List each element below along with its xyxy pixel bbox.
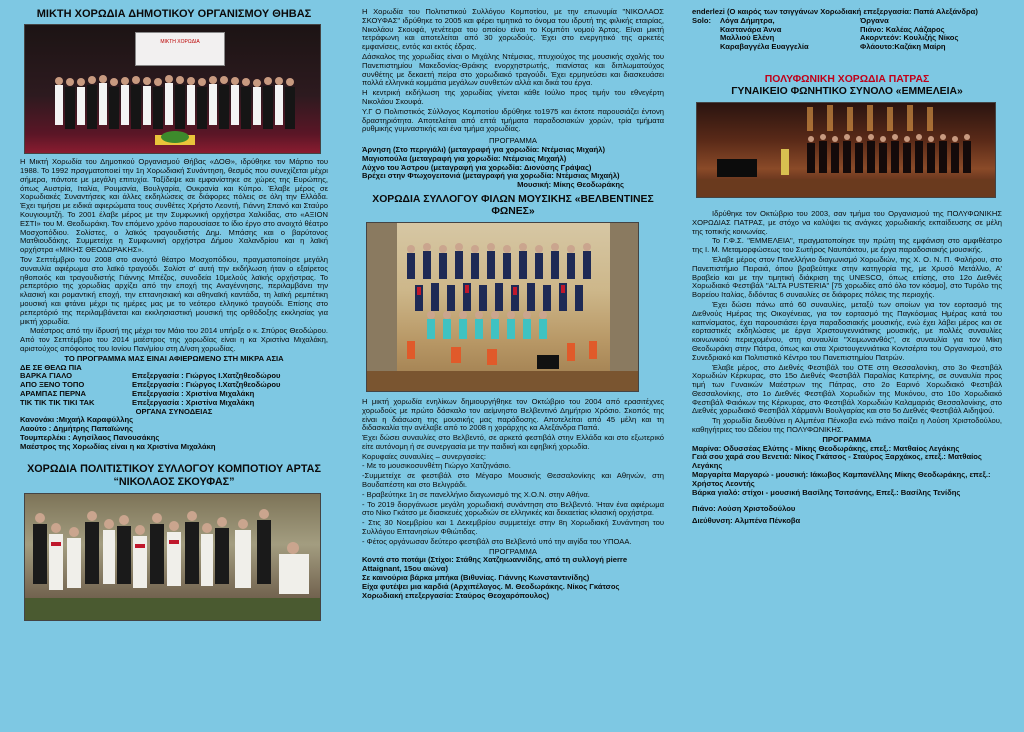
paragraph: Ιδρύθηκε τον Οκτώβριο του 2003, σαν τμήμα του Οργανισμού της ΠΟΛΥΦΩΝΙΚΗΣ ΧΟΡΩΔΙΑΣ ΠΑΤΡΑΣ, με στόχο να καλύψει τις ανάγκες χορωδιακής εκπαίδευσης σε μέλη της τοπικής κοινωνίας. <box>692 208 1002 236</box>
program-title: ΠΡΟΓΡΑΜΜΑ <box>489 136 537 146</box>
program-title: ΤΟ ΠΡΟΓΡΑΜΜΑ ΜΑΣ ΕΙΝΑΙ ΑΦΙΕΡΩΜΕΝΟ ΣΤΗ ΜΙΚΡΑ ΑΣΙΑ <box>64 353 284 363</box>
paragraph: -Συμμετείχε σε φεστιβάλ στο Μέγαρο Μουσικής Θεσσαλονίκης και Αθηνών, στη Βουδαπέστη και στο Βελιγράδι. <box>362 471 664 490</box>
heading-kompoti-line1: ΧΟΡΩΔΙΑ ΠΟΛΙΤΙΣΤΙΚΟΥ ΣΥΛΛΟΓΟΥ ΚΟΜΠΟΤΙΟΥ ΑΡΤΑΣ <box>27 463 321 476</box>
emmeleia-text <box>692 210 1002 435</box>
velvento-continued <box>692 8 1002 52</box>
photo-velvento-choir <box>366 222 639 392</box>
soloist: Λόγα Δήμητρα, <box>720 15 775 25</box>
song-title: ΑΠΟ ΞΕΝΟ ΤΟΠΟ <box>20 380 85 390</box>
paragraph: Τον Σεπτέμβριο του 2008 στο ανοιχτό θέατρο Μοσχοπόδιου, πραγματοποίησε μεγάλη συναυλία αφιέρωμα στο λαϊκό τραγούδι. Σολίστ σ' αυτή την εκδήλωση ήταν ο εξαίρετος ηθοποιός και τραγουδιστής Γιάννης Μπέζος, συνοδεία 10μελούς λαϊκής ορχήστρας. Το ρεπερτόριο της χορωδίας αρχίζει από την εποχή της Αναγέννησης, περιλαμβάνει την κλασική και ρομαντική εποχή, την επτανησιακή και αθηναϊκή καντάδα, τη λαϊκή ρεμπέτικη μουσική και φτάνει μέχρι τις ημέρες μας με το νεότερο ελληνικό τραγούδι. Επίσης στο ρεπερτόριό της περιλαμβάνεται και εκκλησιαστική μουσική της ορθόδοξης εκκλησίας για μικτή χορωδία. <box>20 254 328 326</box>
program-item: Μαργαρίτα Μαργαρώ - μουσική: Ιάκωβος Καμπανέλλης Μίκης Θεοδωράκης, επεξ.: Χρήστος Λεοντής <box>692 470 991 488</box>
soloist: Καραβαγγέλα Ευαγγελία <box>720 42 809 52</box>
song-title: ΒΑΡΚΑ ΓΙΑΛΟ <box>20 371 73 381</box>
kompoti-text <box>362 8 664 134</box>
paragraph: Υ.Γ Ο Πολιτιστικός Σύλλογος Κομποτίου ιδρύθηκε το1975 και έκτοτε παρουσιάζει έντονη δραστηριότητα. Αποτελείται από επτά τμήματα παραδοσιακών χορών, τρία τμήματα ρυθμικής γυμναστικής και ένα τμήμα χορωδίας. <box>362 106 664 134</box>
program-subtitle: ΔΕ ΣΕ ΘΕΛΩ ΠΙΑ <box>20 362 82 372</box>
paragraph: Έλαβε μέρος, στο Διεθνές Φεστιβάλ του ΟΤΕ στη Θεσσαλονίκη, στο 3ο Φεστιβάλ Χορωδιών Κέρκυρας, στο 15ο Διεθνές Φεστιβάλ Παραλίας Κατερίνης, σε συναυλία προς τιμή των Γυναικών Μαέστρων της Πάτρας, στο 2ο Εαρινό Χορωδιακό Φεστιβάλ Θεσσαλονίκης, στο 1ο Διεθνές Φεστιβάλ Χορωδιών της Μυκόνου, στο 10ο Χορωδιακό Φεστιβάλ Φαιάκων της Κέρκυρας, στο Φεστιβάλ Χορωδιών Καλαμαριάς Θεσσαλονίκης, στο Διεθνές χορωδιακό Φεστιβάλ Χάρμανλι Βουλγαρίας και στο 5ο Διεθνές Φεστιβάλ Αιδηψού. <box>692 362 1002 416</box>
program-item: Βάρκα γιαλό: στίχοι - μουσική Βασίλης Τσιτσάνης, Επεξ.: Βασίλης Τενίδης <box>692 487 961 497</box>
accomp-title: ΟΡΓΑΝΑ ΣΥΝΟΔΕΙΑΣ <box>135 406 213 416</box>
song-table <box>20 372 286 407</box>
program-item: Μαγιοπούλα (μεταγραφή για χορωδία: Ντέμσιας Μιχαήλ) <box>362 153 567 163</box>
program-item: Βρέχει στην Φτωχογειτονιά (μεταγραφή για χορωδία: Ντέμσιας Μιχαήλ) <box>362 171 620 181</box>
program-item: Σε καινούρια βάρκα μπήκα (Βιθυνίας. Γιάννης Κωνσταντινίδης) <box>362 573 590 583</box>
instrument: Ακορντεόν: Κουλιζής Νίκος <box>860 33 959 43</box>
heading-patras-line1: ΠΟΛΥΦΩΝΙΚΗ ΧΟΡΩΔΙΑ ΠΑΤΡΑΣ <box>764 73 930 85</box>
song-title: ΤΙΚ ΤΙΚ ΤΙΚ ΤΙΚΙ ΤΑΚ <box>20 397 95 407</box>
program-item: Λύχνο του Άστρου (μεταγραφή για χορωδία: Διονύσης Γράψας) <box>362 162 592 172</box>
paragraph: Έχει δώσει συναυλίες στο Βελβεντό, σε αρκετά φεστιβάλ στην Ελλάδα και στο εξωτερικό είτε αυτόνομη ή σε συνεργασία με την παιδική και εφηβική χορωδία. <box>362 433 664 451</box>
paragraph: Το Γ.Φ.Σ. "ΕΜΜΕΛΕΙΑ", πραγματοποίησε την πρώτη της εμφάνιση στο αμφιθέατρο της Ι. Μ. Μεταμορφώσεως του Σωτήρος Ναυπάκτου, με έργα παραδοσιακής μουσικής. <box>692 236 1002 255</box>
song-arranger: Επεξεργασία : Γιώργος Ι.Χατζηθεοδώρου <box>132 371 281 381</box>
paragraph: Έλαβε μέρος στον Πανελλήνιο διαγωνισμό Χορωδιών, της Χ. Ο. Ν. Π. Φαλήρου, στο Πανεπιστήμιο Πειραιά, όπου βραβεύτηκε στην κατηγορία της, με Χρυσό Μετάλλιο, Α' Βραβείο και με την τιμητική διάκριση της UNESCO, όπως επίσης, στο 12ο Διεθνές Χορωδιακό Φεστιβάλ "ALTA PUSTERIA" [75 χορωδίες από όλο τον κόσμο], στο Τυρόλο της Βορείου Ιταλίας, διδόντας 6 συναυλίες σε διάφορες πόλεις της περιοχής. <box>692 254 1002 300</box>
thebes-text <box>20 158 328 354</box>
banner-text: ΜΙΚΤΗ ΧΟΡΩΔΙΑ <box>160 39 200 46</box>
program-item: Γειά σου χαρά σου Βενετιά: Νίκος Γκάτσος - Σταύρος Ξαρχάκος, επεξ.: Ματθαίος Λεγάκης <box>692 452 982 471</box>
paragraph: Κορυφαίες συναυλίες – συνεργασίες: <box>362 451 487 461</box>
program-item: Άρνηση (Στο περιγιάλι) (μεταγραφή για χορωδία: Ντέμσιας Μιχαήλ) <box>362 144 606 154</box>
program-composer: Μουσική: Μίκης Θεοδωράκης <box>517 180 624 190</box>
column-thebes <box>20 8 328 724</box>
paragraph: - Στις 30 Νοεμβρίου και 1 Δεκεμβρίου συμμετείχε στην 8η Χορωδιακή Συνάντηση του Συλλόγου Επτανησίων Φθιώτιδας. <box>362 518 664 537</box>
accomp-item: Μαέστρος της Χορωδίας είναι η κα Χριστίνα Μιχαλάκη <box>20 441 216 451</box>
solo-table <box>692 17 964 52</box>
song-arranger: Επεξεργασία : Χριστίνα Μιχαλάκη <box>132 397 255 407</box>
choir-figures <box>25 494 321 621</box>
paragraph: Η Χορωδία του Πολιτιστικού Συλλόγου Κομποτίου, με την επωνυμία "ΝΙΚΟΛΑΟΣ ΣΚΟΥΦΑΣ" ιδρύθηκε το 2005 και φέρει τιμητικά το όνομα του ιδρυτή της φιλικής εταιρίας, Νικολάου Σκουφά, γενέτειρα του οποίου είναι το Κομπότι νομού Άρτας. Είναι μικτή τετράφωνη και αποτελείται από 30 χορωδούς. Έχει στο ενεργητικό της αρκετές εμφανίσεις, εντός και εκτός έδρας. <box>362 8 664 52</box>
program-item: Χορωδιακή επεξεργασία: Σταύρος Θεοχαρόπουλος) <box>362 590 550 600</box>
song-arranger: Επεξεργασία : Χριστίνα Μιχαλάκη <box>132 388 255 398</box>
choir-figures <box>367 223 639 392</box>
paragraph: - Το 2019 διοργάνωσε μεγάλη χορωδιακή συνάντηση στο Βελβεντό. Ήταν ένα αφιέρωμα στο Νίκο Γκάτσο με διασκευές χορωδιών σε ελληνικές και δεκαετίας κλασική ορχήστρα. <box>362 499 664 518</box>
accomp-item: Λαούτο : Δημήτρης Παπαϊώνης <box>20 424 133 434</box>
conductor: Διεύθυνση: Αλμπένα Πένκοβα <box>692 516 801 526</box>
heading-velvento: ΧΟΡΩΔΙΑ ΣΥΛΛΟΓΟΥ ΦΙΛΩΝ ΜΟΥΣΙΚΗΣ «ΒΕΛΒΕΝΤΙΝΕΣ ΦΩΝΕΣ» <box>372 193 654 218</box>
song-title: ΑΡΑΜΠΑΣ ΠΕΡΝΑ <box>20 388 87 398</box>
instrument: Όργανα <box>860 15 889 25</box>
instrument: Πιάνο: Καλέας Λάζαρος <box>860 24 945 34</box>
instrument: Φλάουτο:Καζάκη Μαίρη <box>860 42 946 52</box>
heading-patras-line2: ΓΥΝΑΙΚΕΙΟ ΦΩΝΗΤΙΚΟ ΣΥΝΟΛΟ «ΕΜΜΕΛΕΙΑ» <box>731 86 963 98</box>
photo-kompoti-choir <box>24 493 321 621</box>
program-title: ΠΡΟΓΡΑΜΜΑ <box>822 434 872 444</box>
paragraph: - Φέτος οργάνωσαν δεύτερο φεστιβάλ στο Βελβεντό υπό την αιγίδα του ΥΠΟΑΑ. <box>362 536 632 546</box>
program-item: Κοντά στο ποτάμι (Στίχοι: Στάθης Χατζηιωαννίδης, από τη συλλογή pierre Attaignant, 15ου αιώνα) <box>362 555 628 574</box>
paragraph: Η Μικτή Χορωδία του Δημοτικού Οργανισμού Θήβας «ΔΟΘ», ιδρύθηκε τον Μάρτιο του 1988. Το 1992 πραγματοποιεί την 1η Χορωδιακή Συνάντηση, θεσμός που συνεχίζεται μέχρι σήμερα, πάντοτε με μεγάλη επιτυχία. Ταξίδεψε και εμφανίστηκε σε χώρες της Ευρώπης, όπως Αυστρία, Ιταλία, Ρουμανία, Βουλγαρία, Ουκρανία και Κύπρο. Έλαβε μέρος σε Χορωδιακές Συναντήσεις και άλλες εκδηλώσεις σε διάφορες πόλεις σε όλη την Ελλάδα. Έχει τιμήσει με ειδικά αφιερώματα τους συνθέτες Χρήστο Λεοντή, Γιάννη Σπανό και Σταύρο Κουγιουμτζή. Το 2001 έλαβε μέρος με την Συμφωνική ορχήστρα Χαλκίδας, στο «ΑΞΙΟΝ ΕΣΤΙ» του Μ. Θεοδωράκη. Τον επόμενο χρόνο παρουσίασε το ίδιο έργο στο ανοιχτό θέατρο Μοσχοπόδιου. Σολίστες, ο λαϊκός τραγουδιστής Δημ. Μπάσης και ο βαρύτονος Ματθιουδάκης. Συμμετείχε η Συμφωνική ορχήστρα Δήμου Χαλανδρίου και η λαϊκή ορχήστρα «ΜΙΚΗΣ ΘΕΟΔΩΡΑΚΗΣ». <box>20 157 328 255</box>
song-arranger: Επεξεργασία : Γιώργος Ι.Χατζηθεοδώρου <box>132 380 281 390</box>
program-thebes <box>20 355 328 452</box>
program-item: Μαρίνα: Οδυσσέας Ελύτης - Μίκης Θεοδωράκης, επεξ.: Ματθαίος Λεγάκης <box>692 443 960 453</box>
paragraph: Μαέστρος από την ίδρυσή της μέχρι τον Μάιο του 2014 υπήρξε ο κ. Σπύρος Θεοδώρου. Από τον Σεπτέμβριο του 2014 μαέστρος της χορωδίας είναι η κα Χριστίνα Μιχαλάκη, αριστούχος απόφοιτος του Ιονίου Παν/μίου στη Δ/νση χορωδίας. <box>20 326 328 353</box>
column-kompoti-velvento <box>362 8 664 724</box>
program-item: Είχα φυτέψει μια καρδιά (Αρχιπέλαγος. Μ. Θεοδωράκης. Νίκος Γκάτσος <box>362 581 620 591</box>
program-emmeleia <box>692 445 1002 526</box>
paragraph: Η κεντρική εκδήλωση της χορωδίας γίνεται κάθε Ιούλιο προς τιμήν του εθνεγέρτη Νικολάου Σκουφά. <box>362 88 664 106</box>
photo-thebes-choir <box>24 24 321 154</box>
soloist: Μαλλιού Ελένη <box>720 33 775 43</box>
paragraph: Η μικτή χορωδία ενηλίκων δημιουργήθηκε τον Οκτώβριο του 2004 από ερασιτέχνες χορωδούς με πρώτο δάσκαλο τον αείμνηστο Βελβεντινό Δημήτριο Χρόσιο. Σκοπός της είναι η διάσωση της μουσικής μας παράδοσης. Αποτελείται από 45 μέλη και τη διδασκαλία την ανέλαβε από το 2008 η χοράρχης κα Αλεξάνδρα Παπά. <box>362 396 664 433</box>
velvento-text <box>362 398 664 547</box>
program-title: ΠΡΟΓΡΑΜΜΑ <box>489 546 537 556</box>
heading-thebes-choir: ΜΙΚΤΗ ΧΟΡΩΔΙΑ ΔΗΜΟΤΙΚΟΥ ΟΡΓΑΝΙΣΜΟΥ ΘΗΒΑΣ <box>36 8 312 20</box>
solo-label: Solo: <box>692 15 711 25</box>
program-kompoti <box>362 146 664 190</box>
accomp-item: Τουμπερλέκι : Αγησίλαος Πανουσάκης <box>20 432 160 442</box>
paragraph: - Με το μουσικοσυνθέτη Γιώργο Χατζηνάσιο. <box>362 461 511 471</box>
paragraph: Δάσκαλος της χορωδίας είναι ο Μιχάλης Ντέμσιας, πτυχιούχος της μουσικής σχολής του Πανεπιστημίου Μακεδονίας-Θράκης ενορχηστρωτής, πιανίστας και διπλωματούχος συνθέτης με δεκαετή πείρα στο χορωδιακό τραγούδι. Έχει ερμηνεύσει και διασκευάσει πολλά ελληνικά κομμάτια μεγάλων συνθετών αλλά και δικά του έργα. <box>362 51 664 88</box>
program-velvento <box>362 556 664 600</box>
photo-emmeleia-choir <box>696 102 996 198</box>
table-row <box>692 43 964 52</box>
paragraph: Έχει δώσει πάνω από 60 συναυλίες, μεταξύ των οποίων για τον εορτασμό της Διεθνούς Ημέρας της Οικογένειας, για τον εορτασμό της Παγκόσμιας Ημέρας κατά του καπνίσματος, έχει παρουσιάσει έργα παραδοσιακής μουσικής, ενώ έχει λάβει μέρος και σε εορταστικές εκδηλώσεις με έργα Χριστουγεννιάτικης μουσικής, με πολλές συναυλίες κοινωνικού περιεχομένου, στη συναυλία "Χειμωνανθός", σε συναυλία για τον Μίκη Θεοδωράκη στην Πάτρα, όπως και στα Χριστουγεννιάτικα Κοντσέρτα του Οργανισμού, στο Συνεδριακό και Πολιτιστικό Κέντρο του Πανεπιστημίου Πατρών. <box>692 299 1002 362</box>
paragraph: Τη χορωδία διευθύνει η Αλμπένα Πένκοβα ενώ πιάνο παίζει η Λούση Χριστοδούλου, καθηγήτριες του Ωδείου της ΠΟΛΥΦΩΝΙΚΗΣ. <box>692 416 1002 435</box>
choir-figures <box>25 25 321 154</box>
heading-kompoti-line2: “ΝΙΚΟΛΑΟΣ ΣΚΟΥΦΑΣ” <box>113 476 235 489</box>
accomp-item: Κανονάκι :Μιχαήλ Καραφύλλης <box>20 415 134 425</box>
paragraph: - Βραβεύτηκε 1η σε πανελλήνιο διαγωνισμό της Χ.Ο.Ν. στην Αθήνα. <box>362 489 590 499</box>
choir-figures <box>697 103 996 198</box>
pianist: Πιάνο: Λούση Χριστοδούλου <box>692 504 796 514</box>
enderlezi-line: enderlezi (Ο καιρός των τσιγγάνων Χορωδιακή επεξεργασία: Παπά Αλεξάνδρα) <box>692 8 978 16</box>
column-patras <box>692 8 1002 724</box>
soloist: Καστανάρα Άννα <box>720 24 782 34</box>
